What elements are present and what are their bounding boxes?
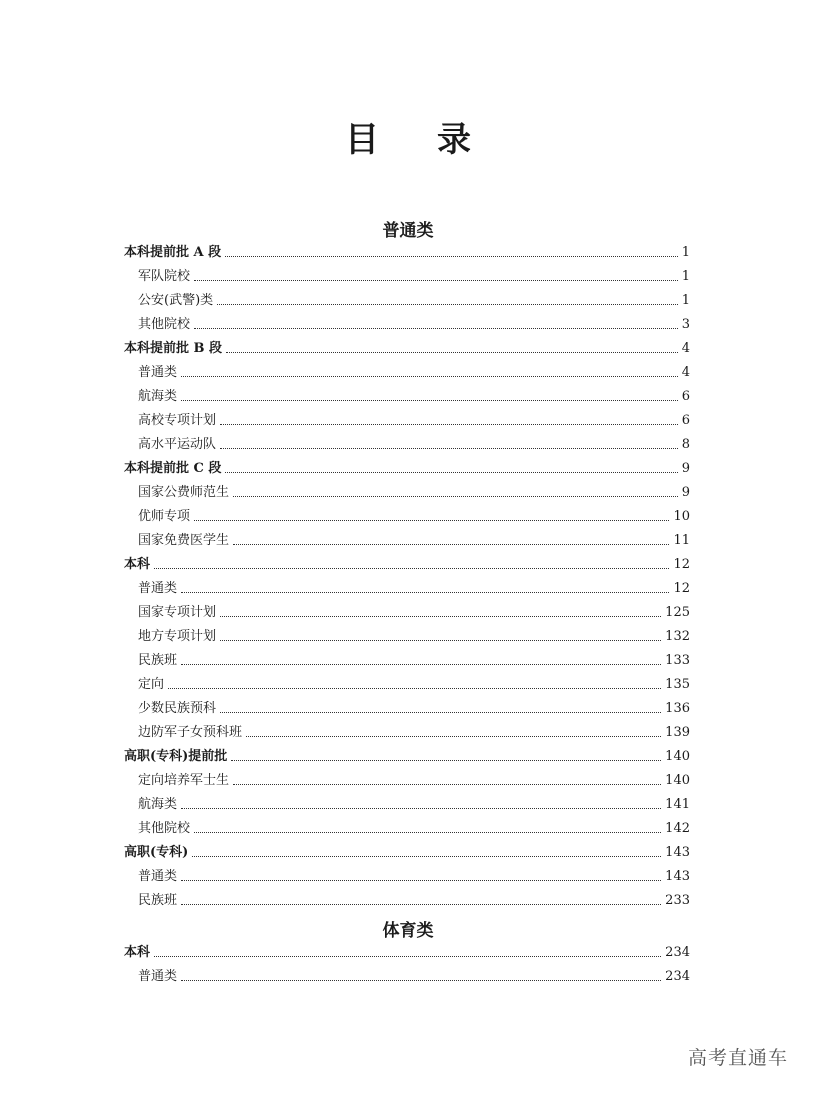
- toc-entry-page-number: 143: [665, 869, 690, 884]
- toc-dot-leader: [220, 712, 661, 713]
- toc-entry-page-number: 1: [681, 245, 690, 260]
- toc-entry-label: 优师专项: [138, 509, 191, 524]
- toc-dot-leader: [181, 400, 678, 401]
- toc-entry-label: 公安(武警)类: [138, 293, 214, 308]
- toc-entry[interactable]: [124, 745, 690, 769]
- toc-entry-page-number: 132: [665, 629, 690, 644]
- toc-entry-label: 普通类: [138, 869, 178, 884]
- toc-entry-label: 地方专项计划: [138, 629, 217, 644]
- watermark: 高考直通车: [687, 1047, 788, 1069]
- toc-entry-label: 国家免费医学生: [138, 533, 230, 548]
- toc-dot-leader: [194, 832, 661, 833]
- toc-entry[interactable]: [124, 841, 690, 865]
- toc-entry-label: 本科提前批 A 段: [124, 245, 222, 260]
- toc-entry[interactable]: [124, 529, 690, 553]
- toc-entry-page-number: 8: [681, 437, 690, 452]
- toc-entry[interactable]: [124, 625, 690, 649]
- toc-entry-label: 本科提前批 B 段: [124, 341, 223, 356]
- toc-dot-leader: [181, 904, 661, 905]
- toc-dot-leader: [233, 496, 678, 497]
- toc-entry-page-number: 12: [673, 581, 690, 596]
- page-title-char-2: 录: [437, 120, 471, 160]
- toc-entry-label: 高水平运动队: [138, 437, 217, 452]
- toc-entry-label: 定向培养军士生: [138, 773, 230, 788]
- toc-entry[interactable]: [124, 649, 690, 673]
- toc-entry-label: 其他院校: [138, 821, 191, 836]
- toc-dot-leader: [194, 280, 678, 281]
- toc-entry[interactable]: [124, 721, 690, 745]
- toc-dot-leader: [154, 568, 669, 569]
- toc-entry-label: 民族班: [138, 893, 178, 908]
- toc-entry[interactable]: [124, 577, 690, 601]
- toc-entry[interactable]: [124, 673, 690, 697]
- toc-entry[interactable]: [124, 457, 690, 481]
- page-title: [0, 112, 816, 161]
- toc-dot-leader: [181, 664, 661, 665]
- toc-dot-leader: [194, 520, 669, 521]
- toc-entry-page-number: 135: [665, 677, 690, 692]
- toc-dot-leader: [246, 736, 661, 737]
- toc-entry-page-number: 9: [681, 461, 690, 476]
- toc-entry-page-number: 6: [681, 389, 690, 404]
- toc-entry[interactable]: [124, 817, 690, 841]
- toc-entry-label: 航海类: [138, 389, 178, 404]
- toc-entry[interactable]: [124, 553, 690, 577]
- toc-entry-label: 军队院校: [138, 269, 191, 284]
- toc-entry-label: 定向: [138, 677, 165, 692]
- toc-entry[interactable]: [124, 409, 690, 433]
- toc-entry-page-number: 233: [665, 893, 690, 908]
- toc-entry-label: 高职(专科)提前批: [124, 749, 228, 764]
- page-title-char-1: 目: [345, 120, 379, 160]
- toc-entry-page-number: 9: [681, 485, 690, 500]
- toc-entry-label: 高职(专科): [124, 845, 189, 860]
- toc-dot-leader: [194, 328, 678, 329]
- toc-dot-leader: [181, 808, 661, 809]
- toc-entry-label: 国家公费师范生: [138, 485, 230, 500]
- toc-entry[interactable]: [124, 941, 690, 965]
- toc-entry-page-number: 143: [665, 845, 690, 860]
- section-heading-tiyu: 体育类: [382, 921, 434, 941]
- toc-entry-label: 本科: [124, 945, 151, 960]
- toc-entry[interactable]: [124, 769, 690, 793]
- toc-entry-page-number: 139: [665, 725, 690, 740]
- toc-entry-page-number: 141: [665, 797, 690, 812]
- toc-entry-page-number: 12: [673, 557, 690, 572]
- toc-entry-label: 本科: [124, 557, 151, 572]
- toc-entry-label: 本科提前批 C 段: [124, 461, 222, 476]
- toc-entry-label: 普通类: [138, 969, 178, 984]
- toc-dot-leader: [225, 472, 677, 473]
- toc-entry[interactable]: [124, 265, 690, 289]
- toc-entry-page-number: 125: [665, 605, 690, 620]
- toc-entry-label: 边防军子女预科班: [138, 725, 243, 740]
- section-heading-putong: 普通类: [382, 221, 434, 241]
- toc-entry[interactable]: [124, 337, 690, 361]
- toc-list-putong: [124, 241, 690, 913]
- toc-entry-page-number: 4: [681, 341, 690, 356]
- toc-dot-leader: [220, 424, 678, 425]
- toc-entry-page-number: 4: [681, 365, 690, 380]
- toc-entry[interactable]: [124, 385, 690, 409]
- toc-dot-leader: [181, 980, 661, 981]
- toc-entry-page-number: 6: [681, 413, 690, 428]
- toc-dot-leader: [220, 616, 661, 617]
- toc-entry-label: 其他院校: [138, 317, 191, 332]
- toc-dot-leader: [231, 760, 661, 761]
- toc-entry-page-number: 11: [673, 533, 690, 548]
- toc-dot-leader: [181, 376, 678, 377]
- toc-entry-label: 少数民族预科: [138, 701, 217, 716]
- toc-dot-leader: [220, 640, 661, 641]
- toc-dot-leader: [168, 688, 661, 689]
- toc-entry[interactable]: [124, 433, 690, 457]
- toc-entry-page-number: 3: [681, 317, 690, 332]
- toc-entry-page-number: 142: [665, 821, 690, 836]
- toc-entry-page-number: 10: [673, 509, 690, 524]
- toc-entry-page-number: 133: [665, 653, 690, 668]
- toc-entry-page-number: 140: [665, 749, 690, 764]
- toc-entry[interactable]: [124, 313, 690, 337]
- toc-entry-page-number: 136: [665, 701, 690, 716]
- toc-entry[interactable]: [124, 965, 690, 989]
- toc-entry-page-number: 234: [665, 969, 690, 984]
- toc-dot-leader: [226, 352, 678, 353]
- toc-entry[interactable]: [124, 865, 690, 889]
- toc-dot-leader: [217, 304, 678, 305]
- toc-entry[interactable]: [124, 481, 690, 505]
- toc-entry[interactable]: [124, 289, 690, 313]
- toc-entry[interactable]: [124, 697, 690, 721]
- toc-entry-label: 民族班: [138, 653, 178, 668]
- toc-dot-leader: [181, 592, 669, 593]
- toc-dot-leader: [154, 956, 661, 957]
- toc-dot-leader: [233, 784, 661, 785]
- toc-entry-page-number: 1: [681, 269, 690, 284]
- toc-dot-leader: [192, 856, 661, 857]
- toc-entry-label: 普通类: [138, 581, 178, 596]
- toc-entry-label: 国家专项计划: [138, 605, 217, 620]
- toc-entry-label: 高校专项计划: [138, 413, 217, 428]
- toc-entry-page-number: 1: [681, 293, 690, 308]
- toc-dot-leader: [225, 256, 678, 257]
- toc-entry-label: 普通类: [138, 365, 178, 380]
- toc-list-tiyu: [124, 941, 690, 989]
- toc-entry[interactable]: [124, 889, 690, 913]
- toc-entry-label: 航海类: [138, 797, 178, 812]
- toc-dot-leader: [181, 880, 661, 881]
- toc-entry-page-number: 234: [665, 945, 690, 960]
- toc-entry[interactable]: [124, 361, 690, 385]
- toc-dot-leader: [220, 448, 678, 449]
- toc-entry[interactable]: [124, 601, 690, 625]
- toc-entry[interactable]: [124, 793, 690, 817]
- toc-entry[interactable]: [124, 505, 690, 529]
- toc-entry[interactable]: [124, 241, 690, 265]
- toc-dot-leader: [233, 544, 669, 545]
- toc-entry-page-number: 140: [665, 773, 690, 788]
